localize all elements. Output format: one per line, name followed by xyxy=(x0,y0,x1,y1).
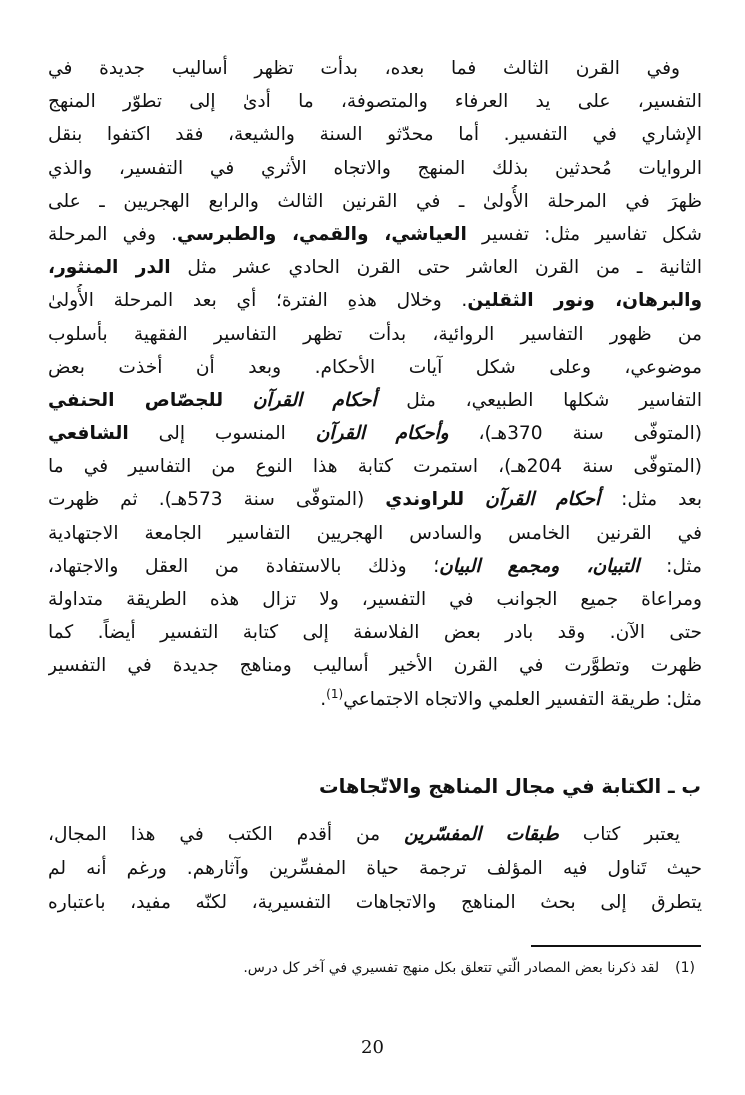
emphasized-title: الدر المنثور، xyxy=(48,257,171,279)
text-run: مثل: xyxy=(639,555,702,577)
emphasized-title: التبيان، ومجمع البيان xyxy=(439,555,640,577)
text-run: يتطرق إلى بحث المناهج والاتجاهات التفسيرية، لكنّه مفيد، باعتباره xyxy=(48,892,702,913)
text-run: يعتبر كتاب xyxy=(558,824,680,845)
text-line xyxy=(48,818,702,852)
text-run: مثل: طريقة التفسير العلمي والاتجاه الاجتماعي xyxy=(343,688,702,710)
text-line xyxy=(48,616,702,649)
text-run: الإشاري في التفسير. أما محدّثو السنة والشيعة، فقد اكتفوا بنقل xyxy=(48,124,702,146)
text-run: من أقدم الكتب في هذا المجال، xyxy=(48,824,405,845)
text-run: (المتوفّى سنة 573هـ). ثم ظهرت xyxy=(48,489,386,511)
emphasized-title: أحكام القرآن xyxy=(485,489,601,511)
text-line xyxy=(48,351,702,384)
emphasized-title: والبرهان، ونور الثقلين xyxy=(467,290,702,312)
emphasized-title: طبقات المفسّرين xyxy=(404,824,559,845)
text-line xyxy=(48,284,702,317)
text-run: ظهرَ في المرحلة الأُولىٰ ـ في القرنين الثالث والرابع الهجريين ـ على xyxy=(48,190,702,212)
emphasized-title: للجصّاص الحنفي xyxy=(48,389,224,411)
text-run: شكل تفاسير مثل: تفسير xyxy=(466,223,702,245)
text-line xyxy=(48,583,702,616)
text-run: التفسير، على يد العرفاء والمتصوفة، ما أدىٰ إلى تطوّر المنهج xyxy=(48,91,702,113)
text-run: وفي القرن الثالث فما بعده، بدأت تظهر أساليب جديدة في xyxy=(48,58,680,79)
text-run: (المتوفّى سنة 370هـ)، xyxy=(448,423,702,445)
text-line xyxy=(48,483,702,516)
text-run: . وخلال هذهِ الفترة؛ أي بعد المرحلة الأُولىٰ xyxy=(48,290,468,312)
text-run: من ظهور التفاسير الروائية، بدأت تظهر التفاسير الفقهية بأسلوب xyxy=(48,323,702,345)
text-line xyxy=(48,85,702,118)
footnote xyxy=(45,956,695,980)
footnote-reference: (1) xyxy=(326,686,344,701)
text-line xyxy=(48,384,702,417)
text-run: موضوعي، وعلى شكل آيات الأحكام. وبعد أن أخذت بعض xyxy=(48,356,702,378)
text-line xyxy=(48,251,702,284)
text-run: بعد مثل: xyxy=(600,489,702,511)
text-run: حتى الآن. وقد بادر بعض الفلاسفة إلى كتابة التفسير أيضاً. كما xyxy=(48,622,702,644)
section-paragraph xyxy=(48,818,702,920)
emphasized-title: وأحكام القرآن xyxy=(315,423,449,445)
text-run: . xyxy=(320,688,327,710)
text-run: حيث تَناول فيه المؤلف ترجمة حياة المفسِّرين وآثارهم. ورغم أنه لم xyxy=(48,858,702,879)
text-run: ظهرت وتطوَّرت في القرن الأخير أساليب ومناهج جديدة في التفسير xyxy=(48,655,702,677)
text-run: التفاسير شكلها الطبيعي، مثل xyxy=(376,389,702,411)
text-run: (المتوفّى سنة 204هـ)، استمرت كتابة هذا النوع من التفاسير في ما xyxy=(48,456,702,478)
text-run xyxy=(464,489,485,510)
text-line xyxy=(48,185,702,218)
text-line xyxy=(48,852,702,886)
text-line xyxy=(48,450,702,483)
text-run: في القرنين الخامس والسادس الهجريين التفاسير الجامعة الاجتهادية xyxy=(48,522,702,544)
text-line xyxy=(48,118,702,151)
text-line xyxy=(48,318,702,351)
text-line xyxy=(48,649,702,682)
main-paragraph xyxy=(48,52,702,716)
text-line xyxy=(48,52,702,85)
emphasized-title: أحكام القرآن xyxy=(252,389,377,411)
footnote-text: لقد ذكرنا بعض المصادر الّتي تتعلق بكل منهج تفسيري في آخر كل درس. xyxy=(243,960,660,976)
text-line xyxy=(48,417,702,450)
text-line xyxy=(48,550,702,583)
text-line xyxy=(48,218,702,251)
text-line xyxy=(48,886,702,920)
text-run: ؛ وذلك بالاستفادة من العقل والاجتهاد، xyxy=(48,555,440,577)
section-heading: ب ـ الكتابة في مجال المناهج والاتّجاهات xyxy=(318,775,701,798)
text-run: الروايات مُحدثين بذلك المنهج والاتجاه الأثري في التفسير، والذي xyxy=(48,157,702,179)
footnote-divider xyxy=(531,945,701,947)
emphasized-title: الشافعي xyxy=(48,423,129,445)
text-run: الثانية ـ من القرن العاشر حتى القرن الحادي عشر مثل xyxy=(170,257,702,279)
footnote-number: (1) xyxy=(675,960,695,976)
text-line xyxy=(48,517,702,550)
emphasized-title: العياشي، والقمي، والطبرسي xyxy=(177,223,467,245)
text-run: المنسوب إلى xyxy=(128,423,316,445)
text-run: . وفي المرحلة xyxy=(48,223,177,245)
emphasized-title: للراوندي xyxy=(385,489,465,511)
text-line xyxy=(48,152,702,185)
text-run: ومراعاة جميع الجوانب في التفسير، ولا تزال هذه الطريقة متداولة xyxy=(48,589,702,610)
text-run xyxy=(223,390,253,411)
text-line xyxy=(48,683,702,716)
page-number: 20 xyxy=(361,1037,384,1058)
